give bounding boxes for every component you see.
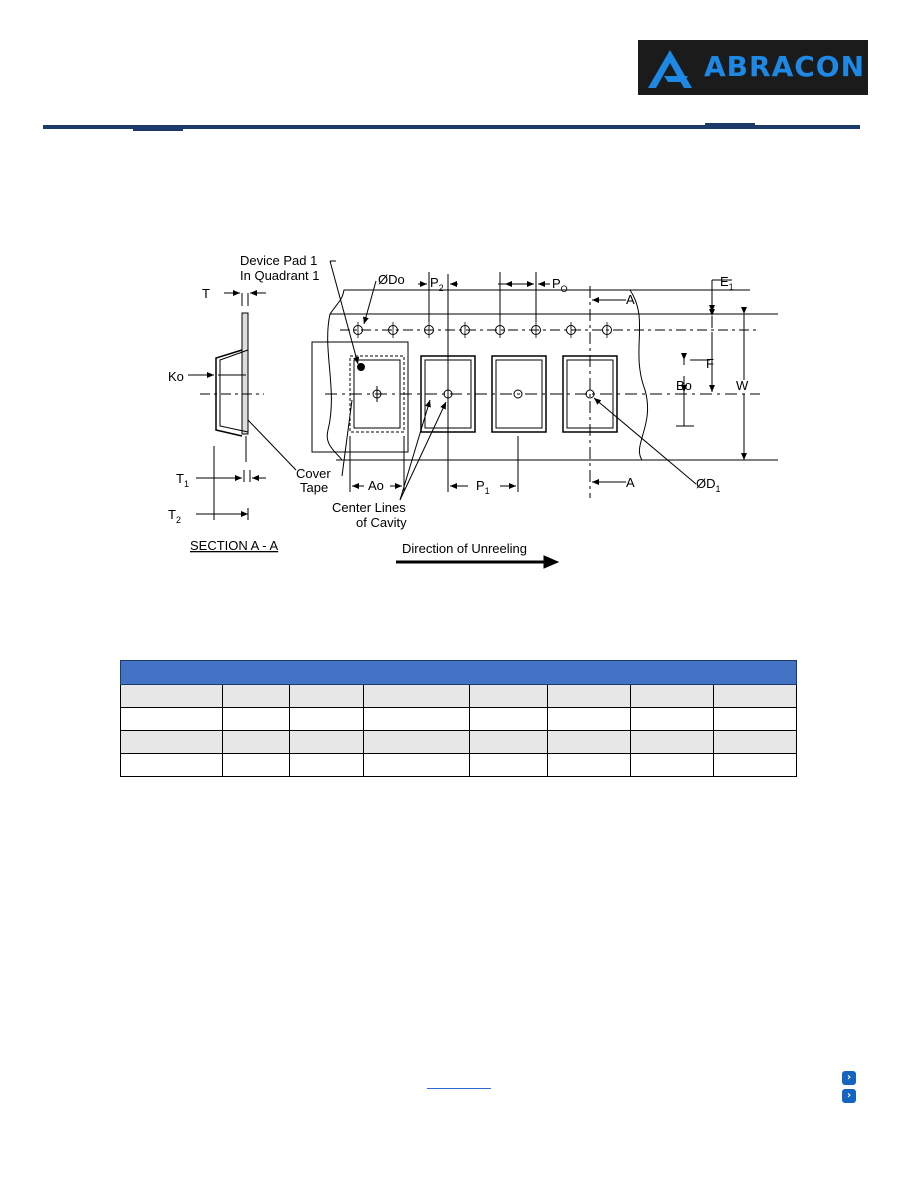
label-Po: $P_O$ — [552, 276, 568, 294]
table-row — [121, 731, 797, 754]
tape-dimensions-table — [120, 660, 797, 777]
label-E1: $E_1$ — [720, 274, 734, 292]
footer-link[interactable] — [427, 1088, 491, 1089]
label-device-pad: Device Pad 1 — [240, 253, 318, 268]
label-Ko: Ko — [168, 369, 184, 384]
label-F: F — [706, 356, 714, 371]
abracon-logo — [638, 40, 868, 95]
table-header-row — [121, 661, 797, 685]
tape-drawing — [160, 240, 800, 580]
label-Do: ØDo — [378, 272, 405, 287]
tape-outline — [312, 290, 778, 460]
chevron-right-icon[interactable]: › — [842, 1089, 856, 1103]
abracon-mark-icon — [644, 46, 700, 90]
label-Bo: Bo — [676, 378, 692, 393]
label-quadrant: In Quadrant 1 — [240, 268, 320, 283]
label-direction: Direction of Unreeling — [402, 541, 528, 556]
brand-name: ABRACON — [704, 50, 866, 83]
table-row — [121, 685, 797, 708]
table-row — [121, 708, 797, 731]
table-row — [121, 754, 797, 777]
label-P2: $P_2$ — [430, 275, 444, 293]
unreeling-arrow — [396, 556, 558, 568]
label-A-bottom: A — [626, 475, 635, 490]
label-center-lines: Center Lines — [332, 500, 406, 515]
label-P1: $P_1$ — [476, 478, 490, 496]
label-A-top: A — [626, 292, 635, 307]
table-header — [121, 661, 797, 685]
label-tape: Tape — [300, 480, 329, 495]
chevron-right-icon[interactable]: › — [842, 1071, 856, 1085]
label-Ao: Ao — [368, 478, 384, 493]
label-cover: Cover — [296, 466, 331, 481]
section-profile — [188, 293, 296, 520]
label-T1: $T_1$ — [176, 471, 189, 489]
header-rule-accent — [133, 129, 183, 131]
header-rule-accent — [705, 123, 755, 125]
label-T2: $T_2$ — [168, 507, 181, 525]
label-of-cavity: of Cavity — [356, 515, 407, 530]
label-section: SECTION A - A — [190, 538, 279, 553]
label-D1: $ØD_1$ — [696, 476, 721, 494]
label-W: W — [736, 378, 749, 393]
label-T: T — [202, 286, 210, 301]
